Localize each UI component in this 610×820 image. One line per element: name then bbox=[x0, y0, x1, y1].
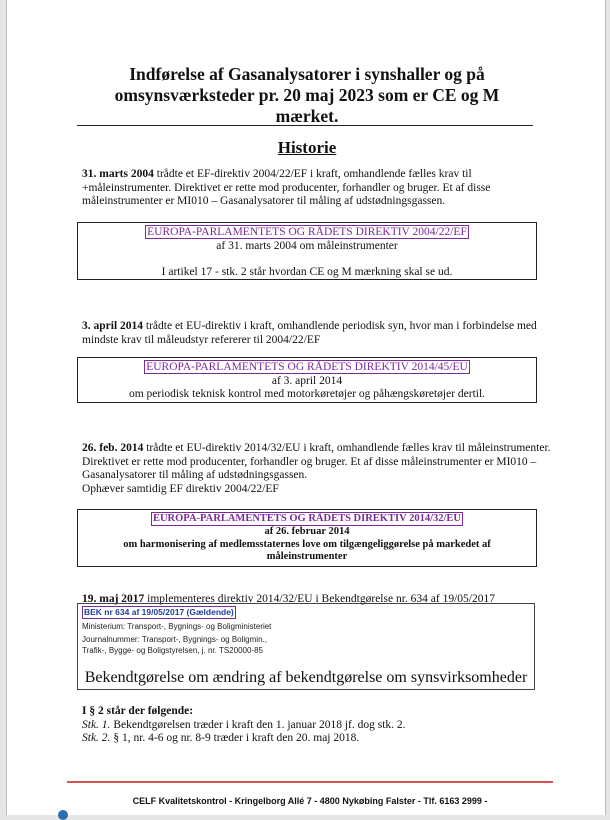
stk1-label: Stk. 1. bbox=[82, 718, 111, 731]
footer-cut-line bbox=[247, 809, 397, 812]
paragraph-2004 bbox=[82, 168, 552, 209]
bek-journal-number-cont: Trafik-, Bygge- og Boligstyrelsen, j. nr. TS20000-85 bbox=[82, 646, 263, 655]
directive-note: I artikel 17 - stk. 2 står hvordan CE og M mærkning skal se ud. bbox=[161, 266, 453, 278]
footer-divider bbox=[67, 781, 553, 783]
bekendtgoerelse-box bbox=[77, 603, 535, 690]
title-line-1: Indførelse af Gasanalysatorer i synshaller og på bbox=[129, 64, 485, 84]
stk2-label: Stk. 2. bbox=[82, 732, 111, 744]
directive-subject: om periodisk teknisk kontrol med motorkøretøjer og påhængskøretøjer dertil. bbox=[128, 388, 486, 400]
paragraph-april-2014 bbox=[82, 320, 552, 347]
bek-journal-number: Journalnummer: Transport-, Bygnings- og Boligmin., bbox=[82, 635, 267, 644]
bek-ministry: Ministerium: Transport-, Bygnings- og Boligministeriet bbox=[82, 622, 272, 631]
section-heading-historie: Historie bbox=[277, 138, 337, 157]
directive-subject-cont: måleinstrumenter bbox=[266, 551, 348, 562]
stk2-text: § 1, nr. 4-6 og nr. 8-9 træder i kraft den 20. maj 2018. bbox=[110, 732, 360, 744]
title-line-2: omsynsværksteder pr. 20 maj 2023 som er CE og M bbox=[114, 85, 500, 105]
directive-date: af 26. februar 2014 bbox=[264, 526, 350, 537]
bek-heading: Bekendtgørelse om ændring af bekendtgørelse om synsvirksomheder bbox=[84, 669, 528, 686]
paragraph-text: trådte et EU-direktiv 2014/32/EU i kraft, omhandlende fælles krav til måleinstrumenter. Direktivet er rette mod producenter, forhandler og bruger. Et af disse måleinstrumenter er MI010 – Gasanalysatorer til måling af udstødningsgassen. bbox=[82, 442, 551, 481]
paragraph-date: 19. maj 2017 bbox=[82, 593, 145, 605]
paragraph-date: 26. feb. 2014 bbox=[82, 442, 144, 454]
directive-date: af 31. marts 2004 om måleinstrumenter bbox=[216, 239, 398, 252]
directive-subject: om harmonisering af medlemsstaternes love om tilgængeliggørelse på markedet af bbox=[123, 538, 491, 550]
paragraph-text: trådte et EF-direktiv 2004/22/EF i kraft, omhandlende fælles krav til +måleinstrumenter. Direktivet er rette mod producenter, forhandler og bruger. Et af disse måleinstrumenter er MI010 – Gasanalysatorer til måling af udstødningsgassen. bbox=[82, 168, 491, 207]
footer-text: CELF Kvalitetskontrol - Kringelborg Allé 7 - 4800 Nykøbing Falster - Tlf. 6163 2999 - bbox=[132, 796, 488, 806]
directive-box-2014-45 bbox=[77, 357, 537, 403]
section-2-heading: I § 2 står der følgende: bbox=[82, 705, 194, 717]
directive-link-2014-32-eu[interactable]: EUROPA-PARLAMENTETS OG RÅDETS DIREKTIV 2014/32/EU bbox=[152, 513, 462, 524]
paragraph-feb-2014 bbox=[82, 442, 552, 496]
directive-link-2004-22-ef[interactable]: EUROPA-PARLAMENTETS OG RÅDETS DIREKTIV 2004/22/EF bbox=[147, 226, 467, 238]
directive-box-2004 bbox=[77, 222, 537, 280]
title-line-3: mærket. bbox=[275, 106, 339, 126]
directive-link-2014-45-eu[interactable]: EUROPA-PARLAMENTETS OG RÅDETS DIREKTIV 2014/45/EU bbox=[146, 361, 468, 373]
directive-box-2014-32 bbox=[77, 509, 537, 567]
title-divider bbox=[77, 125, 533, 126]
document-title bbox=[67, 64, 547, 127]
paragraph-date: 3. april 2014 bbox=[82, 320, 144, 332]
stk1-text: Bekendtgørelsen træder i kraft den 1. januar 2018 jf. dog stk. 2. bbox=[110, 718, 406, 731]
bek-link[interactable]: BEK nr 634 af 19/05/2017 (Gældende) bbox=[84, 607, 234, 617]
paragraph-date: 31. marts 2004 bbox=[82, 168, 154, 180]
paragraph-repeal-note: Ophæver samtidig EF direktiv 2004/22/EF bbox=[82, 482, 279, 495]
paragraph-text: trådte et EU-direktiv i kraft, omhandlende periodisk syn, hvor man i forbindelse med mindste krav til måleudstyr refererer til 2004/22/EF bbox=[82, 320, 537, 346]
paragraph-text: implementeres direktiv 2014/32/EU i Bekendtgørelse nr. 634 af 19/05/2017 bbox=[144, 593, 495, 605]
directive-date: af 3. april 2014 bbox=[271, 374, 343, 387]
paragraph-section-2 bbox=[82, 705, 552, 746]
scroll-indicator-icon[interactable] bbox=[58, 810, 68, 820]
document-page bbox=[6, 0, 606, 815]
